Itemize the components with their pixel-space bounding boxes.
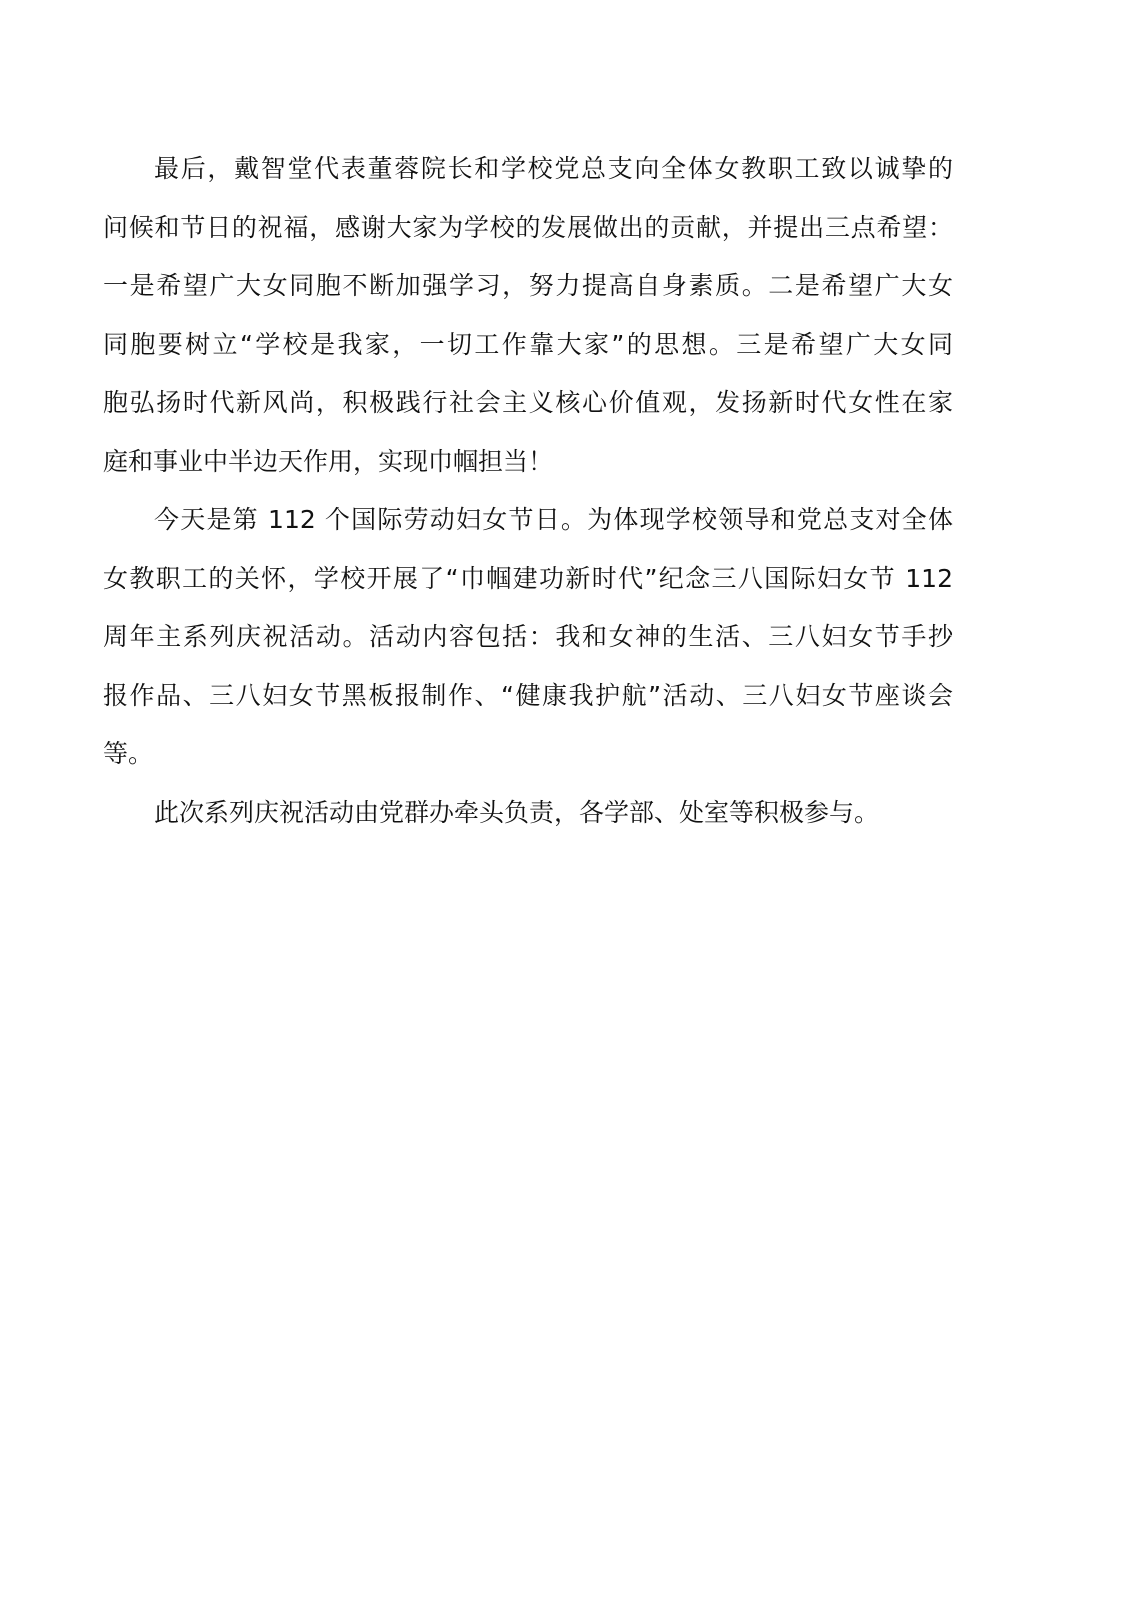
paragraph-line: 周年主系列庆祝活动。活动内容包括：我和女神的生活、三八妇女节手抄	[103, 622, 953, 651]
paragraph-line: 庭和事业中半边天作用，实现巾帼担当！	[103, 446, 554, 476]
paragraph-line: 一是希望广大女同胞不断加强学习，努力提高自身素质。二是希望广大女	[103, 271, 953, 300]
paragraph-line: 此次系列庆祝活动由党群办牵头负责，各学部、处室等积极参与。	[154, 797, 880, 827]
paragraph-line: 今天是第 112 个国际劳动妇女节日。为体现学校领导和党总支对全体	[154, 505, 953, 534]
paragraph-line: 等。	[103, 739, 154, 768]
paragraph-organizer-note	[103, 784, 953, 843]
paragraph-line: 胞弘扬时代新风尚，积极践行社会主义核心价值观，发扬新时代女性在家	[103, 388, 953, 417]
paragraph-line: 问候和节日的祝福，感谢大家为学校的发展做出的贡献，并提出三点希望：	[103, 212, 953, 242]
paragraph-line: 女教职工的关怀，学校开展了“巾帼建功新时代”纪念三八国际妇女节 112	[103, 563, 953, 593]
paragraph-line: 同胞要树立“学校是我家，一切工作靠大家”的思想。三是希望广大女同	[103, 329, 953, 359]
paragraph-line: 最后，戴智堂代表董蓉院长和学校党总支向全体女教职工致以诚挚的	[154, 154, 953, 183]
document-body	[103, 140, 953, 842]
paragraph-closing-remarks	[103, 140, 953, 491]
paragraph-line: 报作品、三八妇女节黑板报制作、“健康我护航”活动、三八妇女节座谈会	[103, 680, 953, 710]
paragraph-event-description	[103, 491, 953, 784]
